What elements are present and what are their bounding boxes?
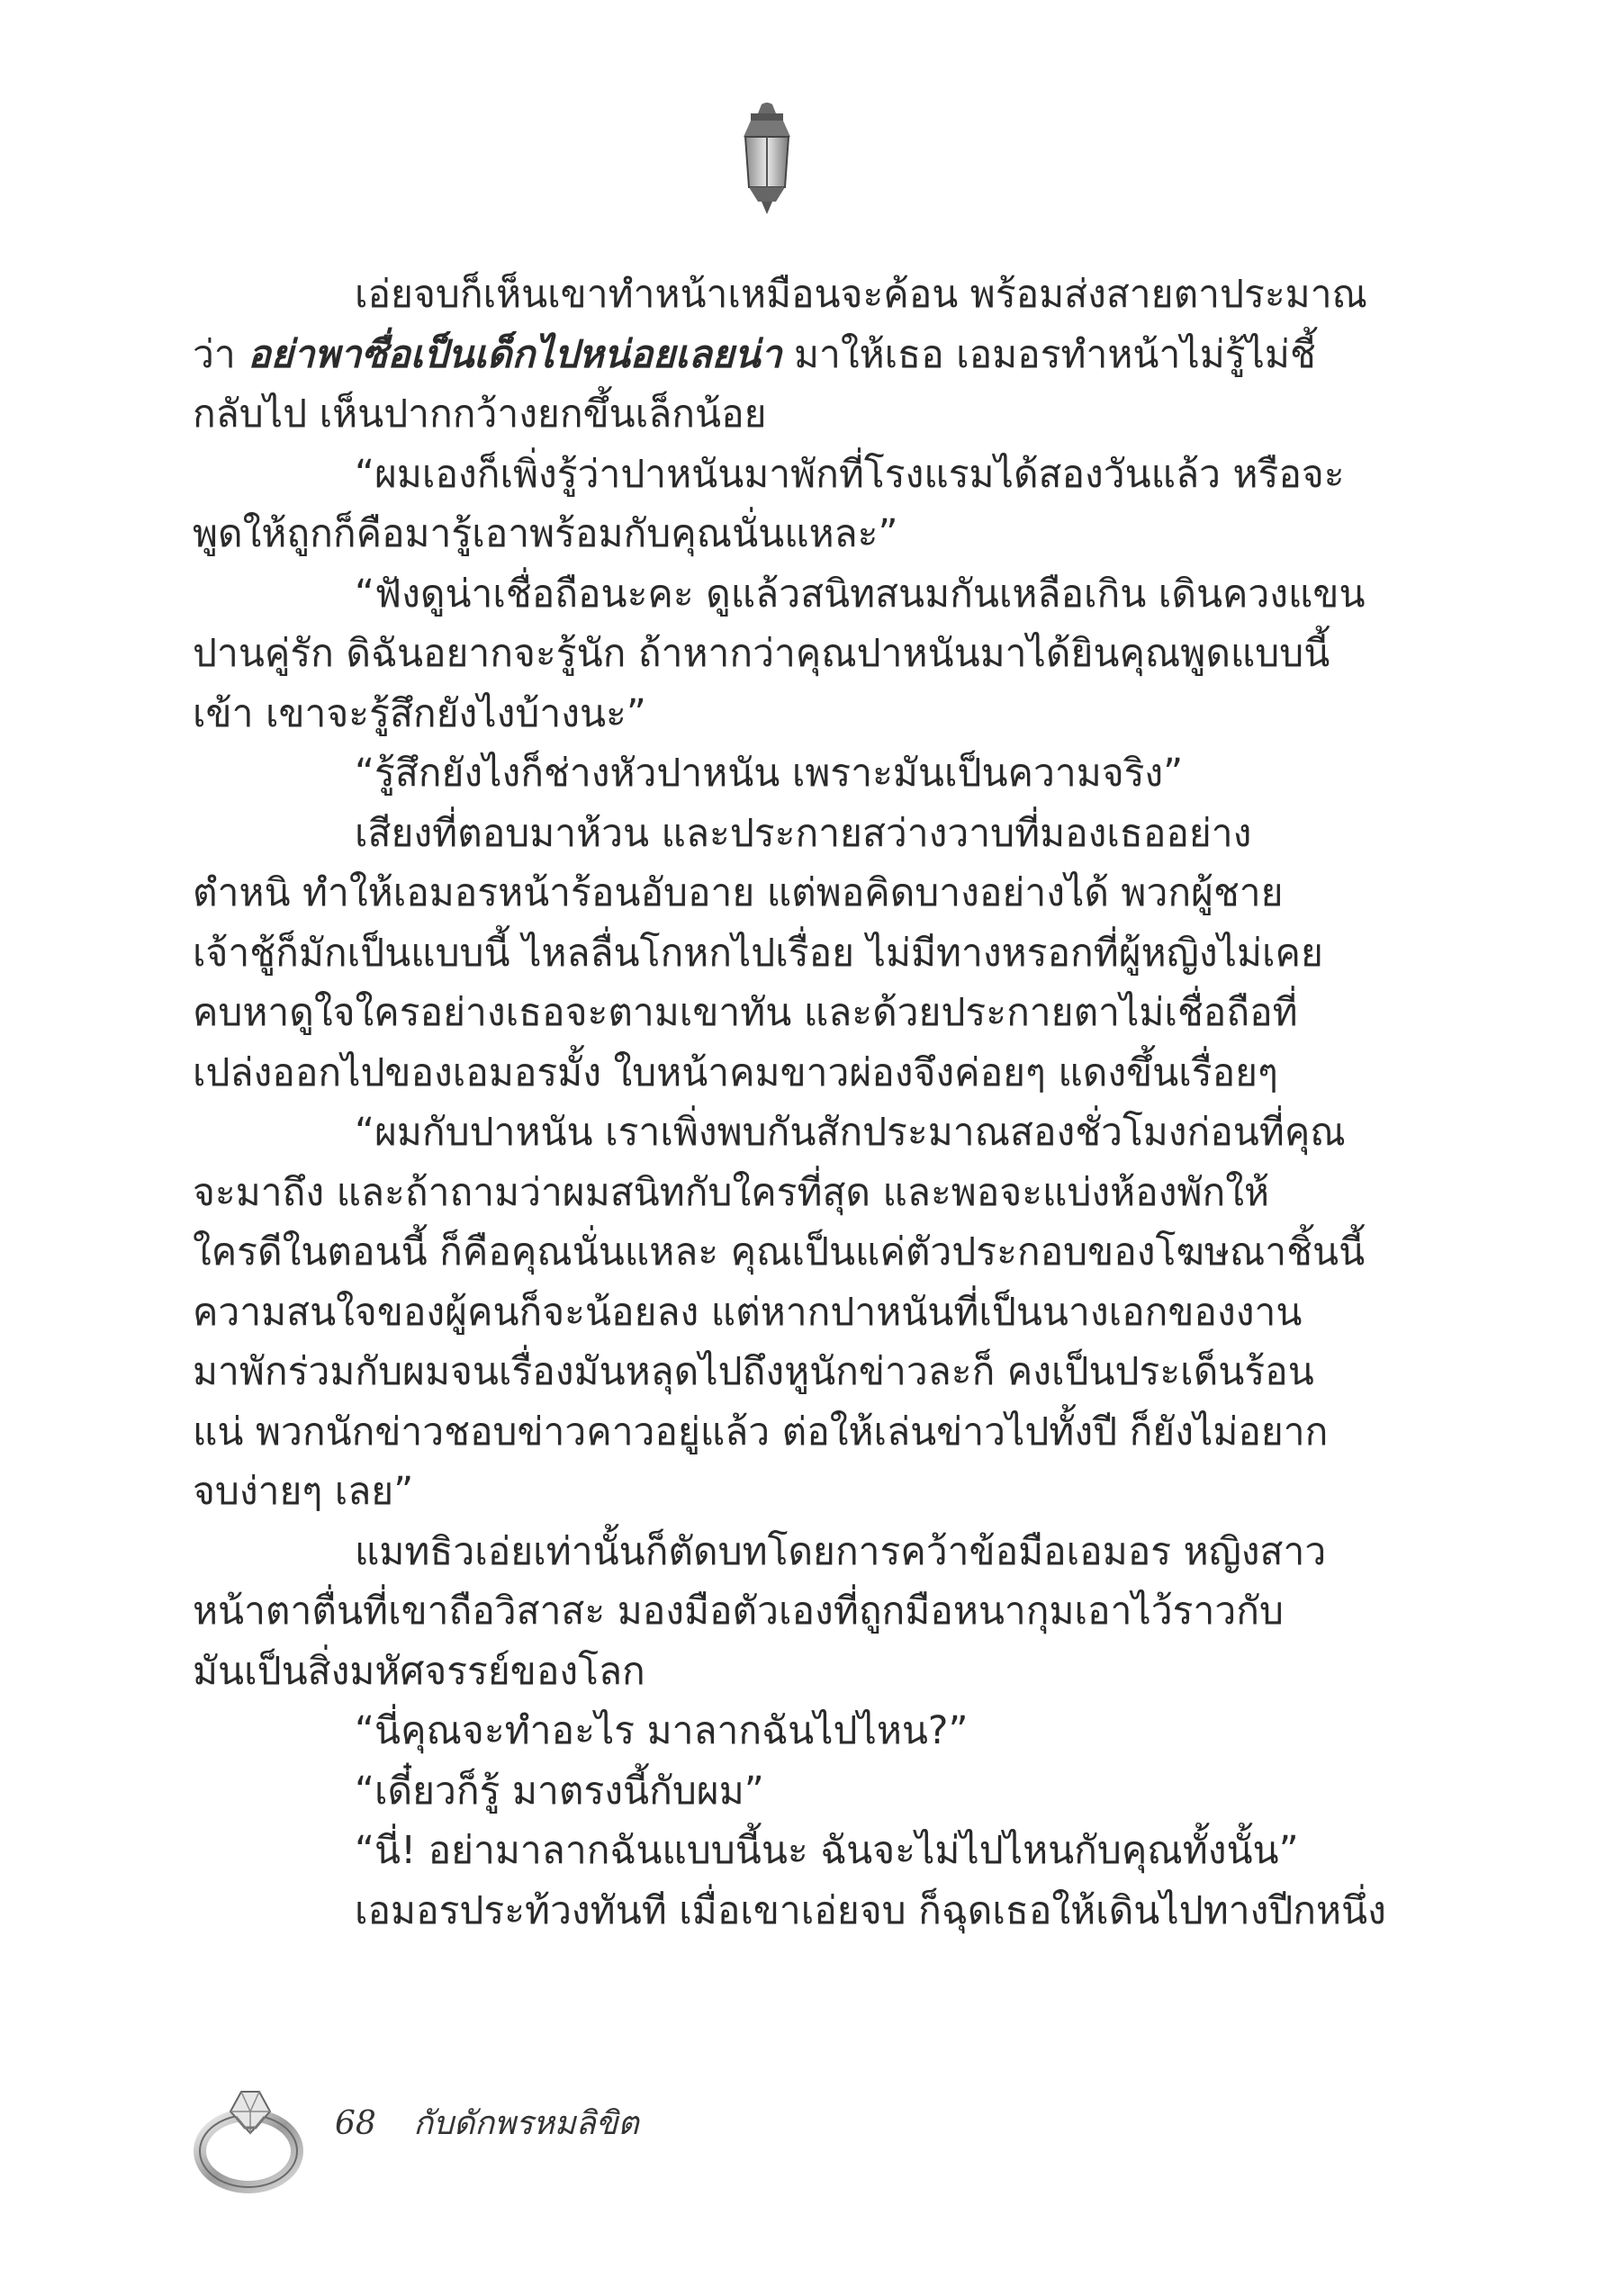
paragraph-line: “นี่! อย่ามาลากฉันแบบนี้นะ ฉันจะไม่ไปไหนกับคุณทั้งนั้น” [355, 1829, 1299, 1873]
paragraph-line: “รู้สึกยังไงก็ช่างหัวปาหนัน เพราะมันเป็นความจริง” [355, 752, 1184, 796]
paragraph-line: หน้าตาตื่นที่เขาถือวิสาสะ มองมือตัวเองที่ถูกมือหนากุมเอาไว้ราวกับ [193, 1589, 1284, 1634]
paragraph-line: เปล่งออกไปของเอมอรมั้ง ใบหน้าคมขาวผ่องจึงค่อยๆ แดงขึ้นเรื่อยๆ [193, 1050, 1278, 1095]
paragraph-line: มันเป็นสิ่งมหัศจรรย์ของโลก [193, 1649, 645, 1694]
paragraph-line: มาพักร่วมกับผมจนเรื่องมันหลุดไปถึงหูนักข่าวละก็ คงเป็นประเด็นร้อน [193, 1350, 1314, 1394]
lantern-icon [731, 101, 803, 218]
paragraph-line: จบง่ายๆ เลย” [193, 1470, 414, 1514]
page-footer [335, 2097, 639, 2148]
page-number: 68 [335, 2105, 376, 2142]
line-text: มาให้เธอ เอมอรทำหน้าไม่รู้ไม่ชี้ [781, 332, 1316, 377]
paragraph-line: เอ่ยจบก็เห็นเขาทำหน้าเหมือนจะค้อน พร้อมส่งสายตาประมาณ [355, 273, 1367, 317]
paragraph-line: “ฟังดูน่าเชื่อถือนะคะ ดูแล้วสนิทสนมกันเหลือเกิน เดินควงแขน [355, 572, 1366, 617]
paragraph-line: “เดี๋ยวก็รู้ มาตรงนี้กับผม” [355, 1769, 764, 1814]
paragraph-line: เสียงที่ตอบมาห้วน และประกายสว่างวาบที่มองเธออย่าง [355, 811, 1252, 856]
paragraph-line: คบหาดูใจใครอย่างเธอจะตามเขาทัน และด้วยประกายตาไม่เชื่อถือที่ [193, 991, 1298, 1035]
book-title: กับดักพรหมลิขิต [413, 2105, 639, 2142]
paragraph-line: กลับไป เห็นปากกว้างยกขึ้นเล็กน้อย [193, 392, 767, 437]
paragraph-line [193, 326, 1363, 386]
paragraph-line: ปานคู่รัก ดิฉันอยากจะรู้นัก ถ้าหากว่าคุณปาหนันมาได้ยินคุณพูดแบบนี้ [193, 632, 1330, 676]
paragraph-line: จะมาถึง และถ้าถามว่าผมสนิทกับใครที่สุด และพอจะแบ่งห้องพักให้ [193, 1170, 1269, 1215]
paragraph-line: ความสนใจของผู้คนก็จะน้อยลง แต่หากปาหนันที่เป็นนางเอกของงาน [193, 1290, 1303, 1335]
line-text: ว่า [193, 332, 248, 377]
paragraph-line: “ผมกับปาหนัน เราเพิ่งพบกันสักประมาณสองชั่วโมงก่อนที่คุณ [355, 1111, 1346, 1155]
paragraph-line: แน่ พวกนักข่าวชอบข่าวคาวอยู่แล้ว ต่อให้เล่นข่าวไปทั้งปี ก็ยังไม่อยาก [193, 1409, 1329, 1454]
paragraph-line: “นี่คุณจะทำอะไร มาลากฉันไปไหน?” [355, 1709, 969, 1753]
paragraph-line: พูดให้ถูกก็คือมารู้เอาพร้อมกับคุณนั่นแหละ” [193, 512, 898, 556]
paragraph-line: “ผมเองก็เพิ่งรู้ว่าปาหนันมาพักที่โรงแรมได้สองวันแล้ว หรือจะ [355, 452, 1345, 497]
paragraph-line: แมทธิวเอ่ยเท่านั้นก็ตัดบทโดยการคว้าข้อมือเอมอร หญิงสาว [355, 1529, 1327, 1574]
paragraph-line: ใครดีในตอนนี้ ก็คือคุณนั่นแหละ คุณเป็นแค่ตัวประกอบของโฆษณาชิ้นนี้ [193, 1230, 1366, 1274]
paragraph-line: ตำหนิ ทำให้เอมอรหน้าร้อนอับอาย แต่พอคิดบางอย่างได้ พวกผู้ชาย [193, 871, 1284, 915]
diamond-ring-icon [189, 2061, 315, 2196]
paragraph-line: เจ้าชู้ก็มักเป็นแบบนี้ ไหลลื่นโกหกไปเรื่อย ไม่มีทางหรอกที่ผู้หญิงไม่เคย [193, 931, 1323, 976]
paragraph-line: เอมอรประท้วงทันที เมื่อเขาเอ่ยจบ ก็ฉุดเธอให้เดินไปทางปีกหนึ่ง [355, 1888, 1386, 1933]
paragraph-line: เข้า เขาจะรู้สึกยังไงบ้างนะ” [193, 691, 646, 736]
body-text [193, 266, 1386, 1941]
emphasized-text: อย่าพาซื่อเป็นเด็กไปหน่อยเลยน่า [248, 332, 782, 377]
